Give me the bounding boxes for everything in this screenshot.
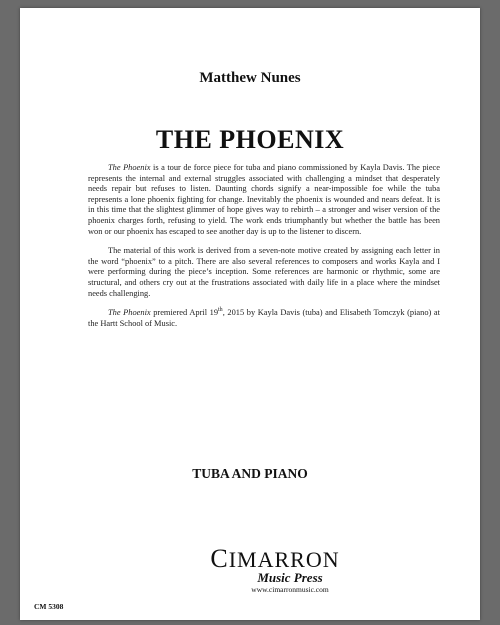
piece-title-italic: The Phoenix <box>108 308 151 318</box>
piece-title-italic: The Phoenix <box>108 163 151 172</box>
publisher-name-rest: IMARRON <box>228 547 340 572</box>
publisher-subtitle: Music Press <box>257 570 323 585</box>
paragraph-3-text-b: , 2015 by Kayla Davis (tuba) and Elisabeth Tomczyk (piano) at the Hartt School of Music. <box>88 308 440 328</box>
publisher-initial: C <box>210 544 229 573</box>
publisher-url: www.cimarronmusic.com <box>251 585 329 594</box>
publisher-name <box>200 544 350 573</box>
catalog-number: CM 5308 <box>34 602 64 611</box>
program-paragraph-3 <box>88 308 440 329</box>
program-paragraph-2: The material of this work is derived from a seven-note motive created by assigning each letter in the word “phoenix” to a pitch. There are also several references to composers and works Kayla and I were performing during the piece’s inception. Some references are harmonic or rhythmic, some are structural, and others cry out at the frustrations associated with daily life in a place where the mindset needs challenging. <box>88 246 440 298</box>
program-notes <box>88 163 440 338</box>
ordinal-suffix: th <box>218 307 223 314</box>
publisher-logo <box>200 544 350 594</box>
composer-name: Matthew Nunes <box>199 70 301 86</box>
program-paragraph-1 <box>88 163 440 237</box>
paragraph-1-text: is a tour de force piece for tuba and piano commissioned by Kayla Davis. The piece represents the internal and external struggles associated with challenging a mindset that desperately needs repair but refuses to listen. Daunting chords signify a near-impossible foe while the tuba represents a lone phoenix fighting for change. Inevitably the phoenix is wounded and nears defeat. It is in this time that the slightest glimmer of hope gives way to rebirth – a stronger and wiser version of the phoenix charges forth, refusing to yield. The work ends triumphantly but whether the battle has been won or our phoenix has escaped to see another day is up to the listener to discern. <box>88 163 440 236</box>
instrumentation: TUBA AND PIANO <box>192 466 308 481</box>
paragraph-3-text-a: premiered April 19 <box>150 308 219 318</box>
piece-title: THE PHOENIX <box>155 125 345 154</box>
music-cover-page <box>20 8 480 620</box>
